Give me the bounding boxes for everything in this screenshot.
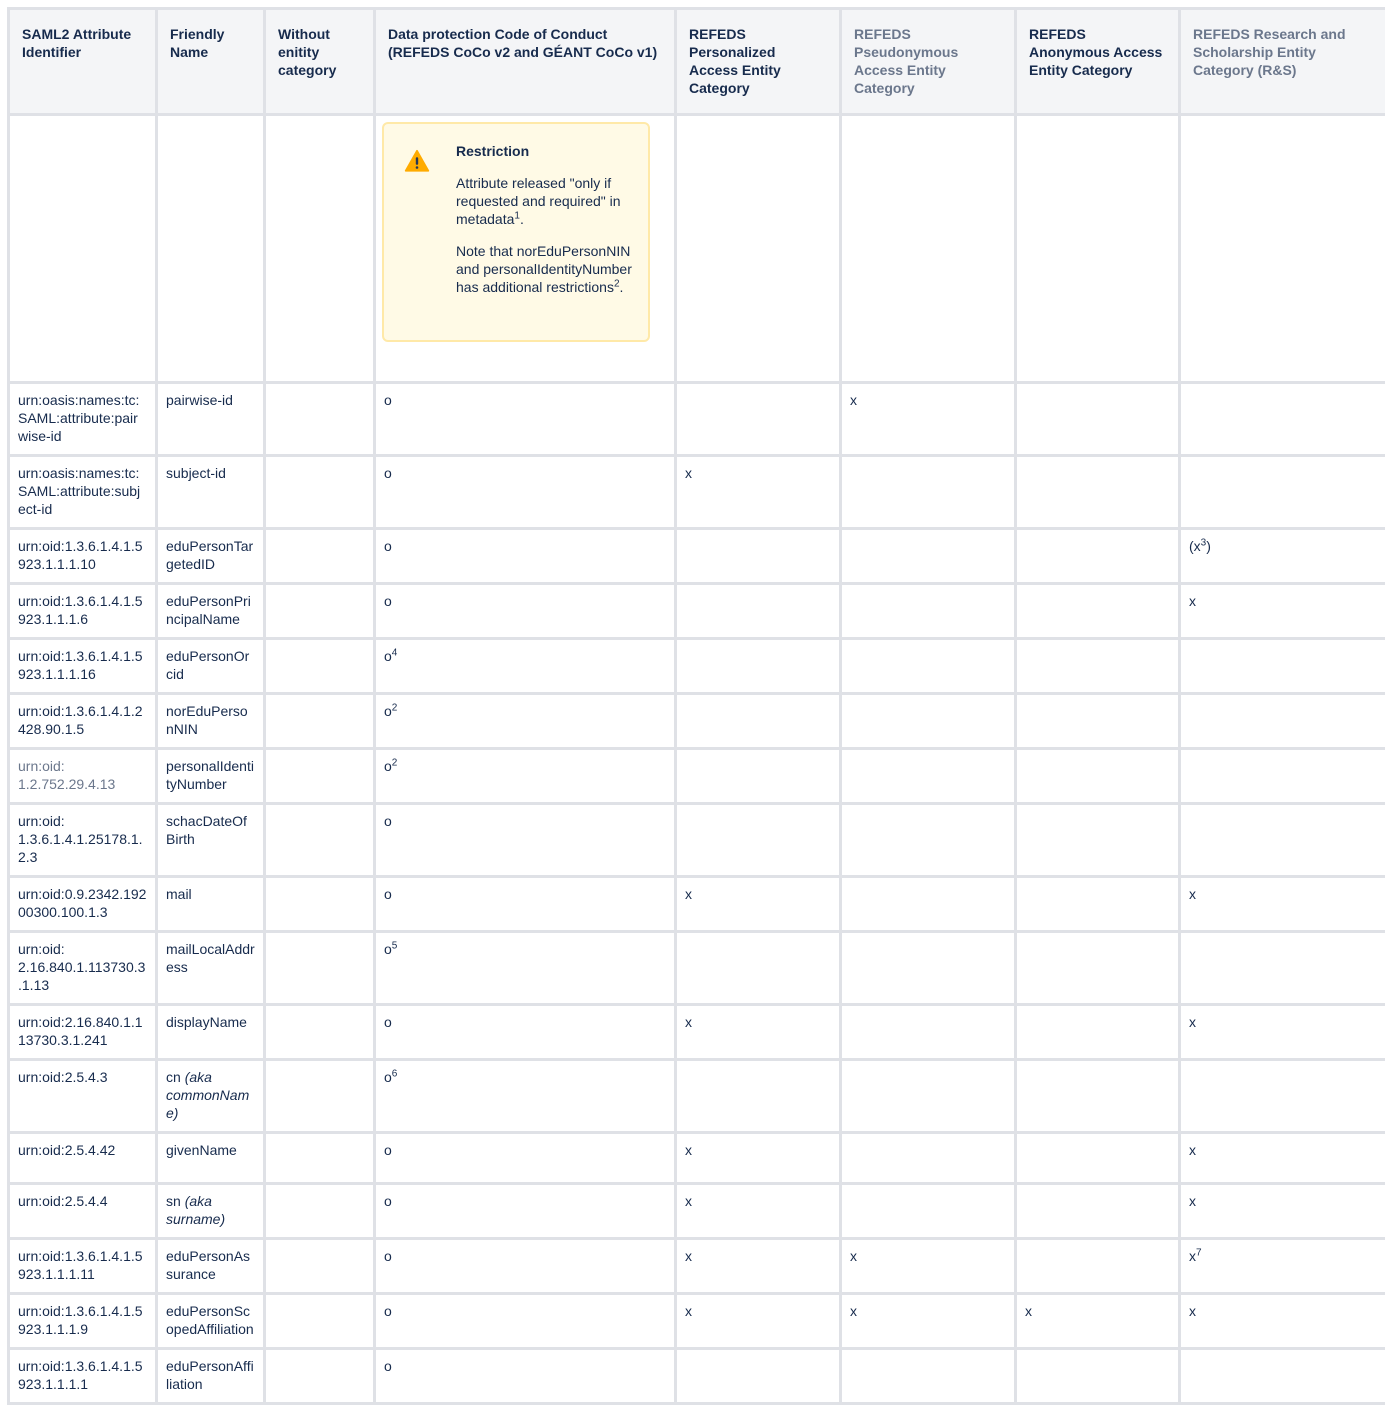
attribute-identifier-cell-text: urn:oid:2.5.4.42 [18,1142,115,1158]
coco-cell-text: o [384,1358,392,1374]
without-category-cell [265,1133,375,1184]
table-row [9,1060,1385,1133]
friendly-name-cell-text: cn [166,1069,181,1085]
friendly-name-cell [157,877,265,932]
table-row [9,1239,1385,1294]
header-research-scholarship: REFEDS Research and Scholarship Entity Category (R&S) [1180,9,1385,115]
friendly-name-cell-text: pairwise-id [166,392,233,408]
anonymous-cell [1016,456,1180,529]
friendly-name-cell [157,1184,265,1239]
footnote-ref: 6 [392,1068,398,1079]
personalized-cell [676,1294,841,1349]
friendly-name-cell [157,383,265,456]
attribute-identifier-cell [9,383,157,456]
coco-cell [375,1184,676,1239]
friendly-name-cell-text: eduPersonAssurance [166,1248,250,1282]
attribute-identifier-cell [9,1294,157,1349]
footnote-ref: 5 [392,940,398,951]
table-cell [157,115,265,383]
personalized-cell [676,1349,841,1404]
personalized-cell-text: x [685,1193,692,1209]
anonymous-cell [1016,694,1180,749]
attribute-identifier-cell [9,1239,157,1294]
table-cell [1016,115,1180,383]
table-row [9,1005,1385,1060]
table-cell [841,115,1016,383]
anonymous-cell [1016,1239,1180,1294]
anonymous-cell [1016,584,1180,639]
personalized-cell [676,639,841,694]
coco-cell-text: o [384,1069,392,1085]
pseudonymous-cell [841,639,1016,694]
attribute-identifier-cell-text: urn:oid:2.5.4.3 [18,1069,108,1085]
anonymous-cell [1016,1133,1180,1184]
friendly-name-cell-text: subject-id [166,465,226,481]
table-cell [1180,115,1385,383]
table-row [9,804,1385,877]
header-pseudonymous: REFEDS Pseudonymous Access Entity Category [841,9,1016,115]
personalized-cell [676,932,841,1005]
anonymous-cell [1016,877,1180,932]
without-category-cell [265,383,375,456]
research-scholarship-cell [1180,584,1385,639]
friendly-name-cell-text: personalIdentityNumber [166,758,254,792]
anonymous-cell [1016,639,1180,694]
personalized-cell [676,1005,841,1060]
research-scholarship-cell [1180,1184,1385,1239]
personalized-cell [676,694,841,749]
friendly-name-cell-text: schacDateOfBirth [166,813,247,847]
personalized-cell-text: x [685,465,692,481]
attribute-identifier-cell [9,639,157,694]
header-anonymous: REFEDS Anonymous Access Entity Category [1016,9,1180,115]
friendly-name-note: (aka commonName) [166,1069,249,1121]
without-category-cell [265,877,375,932]
friendly-name-cell [157,1349,265,1404]
footnote-ref: 2 [614,278,620,289]
research-scholarship-cell [1180,877,1385,932]
footnote-ref: 3 [1201,537,1207,548]
coco-cell [375,749,676,804]
attribute-identifier-cell [9,456,157,529]
pseudonymous-cell [841,1294,1016,1349]
attribute-identifier-cell [9,1184,157,1239]
table-row [9,1294,1385,1349]
attribute-identifier-cell [9,1005,157,1060]
attribute-identifier-cell-text: urn:oid: 1.3.6.1.4.1.25178.1.2.3 [18,813,143,865]
attribute-identifier-cell-text: urn:oid:1.3.6.1.4.1.5923.1.1.1.11 [18,1248,143,1282]
anonymous-cell [1016,1349,1180,1404]
attribute-identifier-cell-text: urn:oasis:names:tc:SAML:attribute:pairwise-id [18,392,139,444]
table-cell [676,115,841,383]
friendly-name-cell [157,1294,265,1349]
anonymous-cell-text: x [1025,1303,1032,1319]
attribute-identifier-cell-text: urn:oid:1.3.6.1.4.1.5923.1.1.1.9 [18,1303,143,1337]
pseudonymous-cell [841,694,1016,749]
pseudonymous-cell [841,804,1016,877]
anonymous-cell [1016,1060,1180,1133]
anonymous-cell [1016,1005,1180,1060]
friendly-name-cell-text: mailLocalAddress [166,941,255,975]
attribute-identifier-cell-text: urn:oid:0.9.2342.19200300.100.1.3 [18,886,146,920]
pseudonymous-cell-text: x [850,1248,857,1264]
footnote-ref: 2 [392,702,398,713]
coco-cell [375,1294,676,1349]
research-scholarship-cell-text: x [1189,1303,1196,1319]
friendly-name-cell-text: eduPersonPrincipalName [166,593,251,627]
research-scholarship-cell [1180,804,1385,877]
header-row [9,9,1385,115]
personalized-cell [676,804,841,877]
personalized-cell [676,584,841,639]
pseudonymous-cell [841,383,1016,456]
restriction-row [9,115,1385,383]
research-scholarship-cell [1180,1005,1385,1060]
table-row [9,694,1385,749]
coco-cell [375,804,676,877]
pseudonymous-cell [841,1133,1016,1184]
without-category-cell [265,1239,375,1294]
research-scholarship-cell-text: x [1189,1142,1196,1158]
research-scholarship-cell-tail: ) [1206,538,1211,554]
without-category-cell [265,1294,375,1349]
attribute-identifier-cell-text: urn:oid:2.16.840.1.113730.3.1.241 [18,1014,143,1048]
restriction-title: Restriction [456,142,636,160]
coco-cell [375,1005,676,1060]
footnote-ref: 4 [392,647,398,658]
personalized-cell-text: x [685,1142,692,1158]
coco-cell [375,877,676,932]
restriction-text-1-body: Attribute released "only if requested and required" in metadata [456,175,621,227]
restriction-text-2 [456,242,636,296]
coco-cell-text: o [384,465,392,481]
pseudonymous-cell [841,1184,1016,1239]
header-without-entity-category: Without enitity category [265,9,375,115]
without-category-cell [265,749,375,804]
coco-cell [375,584,676,639]
friendly-name-cell [157,639,265,694]
coco-cell-text: o [384,538,392,554]
friendly-name-cell [157,1060,265,1133]
research-scholarship-cell [1180,639,1385,694]
personalized-cell-text: x [685,886,692,902]
attribute-identifier-cell [9,1060,157,1133]
personalized-cell [676,1060,841,1133]
research-scholarship-cell [1180,932,1385,1005]
without-category-cell [265,456,375,529]
attribute-identifier-cell [9,584,157,639]
attribute-identifier-cell-text: urn:oasis:names:tc:SAML:attribute:subject-id [18,465,140,517]
without-category-cell [265,694,375,749]
attribute-identifier-cell-text: urn:oid:1.3.6.1.4.1.5923.1.1.1.6 [18,593,143,627]
attribute-identifier-cell-text: urn:oid: 2.16.840.1.113730.3.1.13 [18,941,145,993]
friendly-name-cell [157,529,265,584]
table-cell [265,115,375,383]
header-friendly-name: Friendly Name [157,9,265,115]
footnote-ref: 1 [514,210,520,221]
personalized-cell [676,383,841,456]
header-saml2-identifier: SAML2 Attribute Identifier [9,9,157,115]
research-scholarship-cell [1180,383,1385,456]
pseudonymous-cell [841,932,1016,1005]
coco-cell [375,694,676,749]
attribute-identifier-cell [9,749,157,804]
anonymous-cell [1016,804,1180,877]
research-scholarship-cell [1180,456,1385,529]
research-scholarship-cell [1180,1133,1385,1184]
restriction-text-2-tail: . [620,279,624,295]
friendly-name-note: (aka surname) [166,1193,225,1227]
coco-cell [375,1060,676,1133]
attribute-identifier-cell [9,529,157,584]
table-cell [9,115,157,383]
pseudonymous-cell [841,456,1016,529]
pseudonymous-cell-text: x [850,392,857,408]
attribute-identifier-cell-text: urn:oid: 1.2.752.29.4.13 [18,758,115,792]
coco-cell-text: o [384,648,392,664]
attribute-release-table [7,7,1385,1405]
attribute-identifier-cell-text: urn:oid:1.3.6.1.4.1.5923.1.1.1.10 [18,538,143,572]
coco-cell-text: o [384,703,392,719]
research-scholarship-cell-text: (x [1189,538,1201,554]
personalized-cell-text: x [685,1303,692,1319]
attribute-identifier-cell-text: urn:oid:1.3.6.1.4.1.5923.1.1.1.1 [18,1358,143,1392]
friendly-name-cell [157,1005,265,1060]
anonymous-cell [1016,383,1180,456]
coco-cell [375,1349,676,1404]
attribute-identifier-cell-text: urn:oid:1.3.6.1.4.1.2428.90.1.5 [18,703,143,737]
footnote-ref: 7 [1196,1247,1202,1258]
without-category-cell [265,1005,375,1060]
pseudonymous-cell [841,877,1016,932]
friendly-name-cell-text: eduPersonOrcid [166,648,249,682]
restriction-text-1-tail: . [520,211,524,227]
without-category-cell [265,639,375,694]
coco-cell-text: o [384,1248,392,1264]
header-personalized: REFEDS Personalized Access Entity Category [676,9,841,115]
attribute-identifier-cell [9,804,157,877]
table-row [9,383,1385,456]
coco-cell-text: o [384,1142,392,1158]
coco-cell-text: o [384,1014,392,1030]
pseudonymous-cell-text: x [850,1303,857,1319]
research-scholarship-cell-text: x [1189,1014,1196,1030]
friendly-name-cell-text: norEduPersonNIN [166,703,248,737]
without-category-cell [265,804,375,877]
friendly-name-cell [157,584,265,639]
coco-cell-text: o [384,1303,392,1319]
friendly-name-cell-text: displayName [166,1014,247,1030]
research-scholarship-cell [1180,1294,1385,1349]
coco-cell-text: o [384,813,392,829]
without-category-cell [265,529,375,584]
personalized-cell [676,456,841,529]
friendly-name-cell [157,804,265,877]
personalized-cell [676,749,841,804]
pseudonymous-cell [841,529,1016,584]
coco-cell [375,639,676,694]
research-scholarship-cell-text: x [1189,1193,1196,1209]
research-scholarship-cell [1180,1349,1385,1404]
research-scholarship-cell [1180,1239,1385,1294]
coco-cell [375,1239,676,1294]
coco-cell [375,456,676,529]
personalized-cell [676,1239,841,1294]
friendly-name-cell-text: mail [166,886,192,902]
friendly-name-cell [157,932,265,1005]
coco-cell [375,932,676,1005]
table-row [9,749,1385,804]
attribute-identifier-cell [9,1133,157,1184]
friendly-name-cell-text: eduPersonAffiliation [166,1358,254,1392]
without-category-cell [265,1060,375,1133]
table-row [9,529,1385,584]
personalized-cell-text: x [685,1248,692,1264]
coco-cell-text: o [384,1193,392,1209]
table-cell [375,115,676,383]
coco-cell [375,383,676,456]
table-row [9,1133,1385,1184]
attribute-identifier-cell [9,694,157,749]
pseudonymous-cell [841,1239,1016,1294]
pseudonymous-cell [841,1060,1016,1133]
without-category-cell [265,1184,375,1239]
warning-icon [404,148,430,174]
friendly-name-cell-text: sn [166,1193,181,1209]
header-coco: Data protection Code of Conduct (REFEDS CoCo v2 and GÉANT CoCo v1) [375,9,676,115]
restriction-text-2-body: Note that norEduPersonNIN and personalIdentityNumber has additional restrictions [456,243,632,295]
pseudonymous-cell [841,1349,1016,1404]
coco-cell-text: o [384,392,392,408]
research-scholarship-cell [1180,749,1385,804]
footnote-ref: 2 [392,757,398,768]
attribute-identifier-cell [9,1349,157,1404]
attribute-identifier-cell-text: urn:oid:2.5.4.4 [18,1193,108,1209]
coco-cell-text: o [384,593,392,609]
friendly-name-cell [157,749,265,804]
table-row [9,1184,1385,1239]
table-row [9,877,1385,932]
personalized-cell [676,877,841,932]
research-scholarship-cell [1180,694,1385,749]
without-category-cell [265,584,375,639]
personalized-cell-text: x [685,1014,692,1030]
coco-cell-text: o [384,886,392,902]
research-scholarship-cell [1180,529,1385,584]
research-scholarship-cell-text: x [1189,886,1196,902]
table-row [9,639,1385,694]
personalized-cell [676,1133,841,1184]
attribute-identifier-cell [9,877,157,932]
anonymous-cell [1016,1294,1180,1349]
anonymous-cell [1016,529,1180,584]
friendly-name-cell-text: givenName [166,1142,237,1158]
friendly-name-cell-text: eduPersonScopedAffiliation [166,1303,254,1337]
coco-cell-text: o [384,941,392,957]
attribute-identifier-cell [9,932,157,1005]
coco-cell [375,529,676,584]
without-category-cell [265,1349,375,1404]
table-row [9,1349,1385,1404]
friendly-name-cell [157,1133,265,1184]
table-row [9,584,1385,639]
anonymous-cell [1016,749,1180,804]
coco-cell [375,1133,676,1184]
anonymous-cell [1016,932,1180,1005]
anonymous-cell [1016,1184,1180,1239]
friendly-name-cell-text: eduPersonTargetedID [166,538,253,572]
pseudonymous-cell [841,584,1016,639]
table-row [9,932,1385,1005]
restriction-text-1 [456,174,636,228]
restriction-panel [382,122,650,342]
table-row [9,456,1385,529]
friendly-name-cell [157,694,265,749]
attribute-identifier-cell-text: urn:oid:1.3.6.1.4.1.5923.1.1.1.16 [18,648,143,682]
research-scholarship-cell-text: x [1189,593,1196,609]
pseudonymous-cell [841,1005,1016,1060]
pseudonymous-cell [841,749,1016,804]
personalized-cell [676,529,841,584]
friendly-name-cell [157,1239,265,1294]
without-category-cell [265,932,375,1005]
coco-cell-text: o [384,758,392,774]
research-scholarship-cell [1180,1060,1385,1133]
friendly-name-cell [157,456,265,529]
research-scholarship-cell-text: x [1189,1248,1196,1264]
personalized-cell [676,1184,841,1239]
